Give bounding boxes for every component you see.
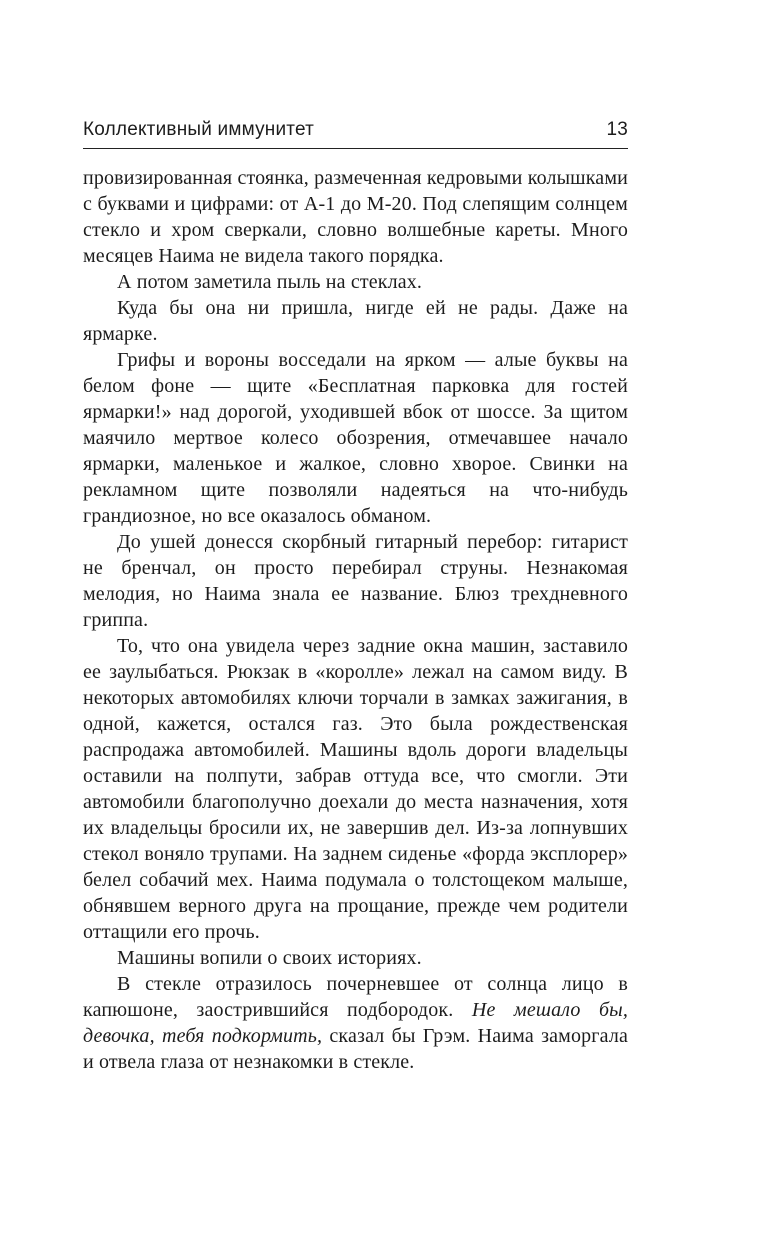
paragraph: А потом заметила пыль на стеклах. — [117, 271, 423, 293]
paragraph: До ушей донесся скорбный гитарный перебор: гитарист не бренчал, он просто перебирал струны. Незнакомая мелодия, но Наима знала ее название. Блюз трехдневного гриппа. — [83, 531, 628, 631]
running-title: Коллективный иммунитет — [83, 119, 315, 140]
paragraph — [83, 971, 628, 1075]
paragraph: провизированная стоянка, размеченная кедровыми колышками с буквами и цифрами: от А-1 до М-20. Под слепящим солнцем стекло и хром сверкали, словно волшебные кареты. Много месяцев Наима не видела такого порядка. — [83, 167, 628, 267]
body-text — [83, 165, 628, 1075]
running-header — [83, 116, 628, 149]
paragraph-text: сказал бы Грэм. Наима заморгала и отвела глаза от незнакомки в стекле. — [83, 1025, 628, 1073]
paragraph-text: В стекле отразилось почерневшее от солнца лицо в капюшоне, заострившийся подбородок. — [83, 973, 628, 1021]
paragraph: Грифы и вороны восседали на ярком — алые буквы на белом фоне — щите «Бесплатная парковка для гостей ярмарки!» над дорогой, уходившей вбок от шоссе. За щитом маячило мертвое колесо обозрения, отмечавшее начало ярмарки, маленькое и жалкое, словно хворое. Свинки на рекламном щите позволяли надеяться на что-нибудь грандиозное, но все оказалось обманом. — [83, 349, 628, 527]
paragraph: Куда бы она ни пришла, нигде ей не рады. Даже на ярмарке. — [83, 297, 628, 345]
page-number: 13 — [606, 119, 628, 140]
italic-quote: Не мешало бы, девочка, тебя подкормить, — [83, 999, 628, 1047]
paragraph: То, что она увидела через задние окна машин, заставило ее заулыбаться. Рюкзак в «королле» лежал на самом виду. В некоторых автомобилях ключи торчали в замках зажигания, в одной, кажется, остался газ. Это была рождественская распродажа автомобилей. Машины вдоль дороги владельцы оставили на полпути, забрав оттуда все, что смогли. Эти автомобили благополучно доехали до места назначения, хотя их владельцы бросили их, не завершив дел. Из-за лопнувших стекол воняло трупами. На заднем сиденье «форда эксплорер» белел собачий мех. Наима подумала о толстощеком малыше, обнявшем верного друга на прощание, прежде чем родители оттащили его прочь. — [83, 635, 628, 943]
paragraph: Машины вопили о своих историях. — [117, 947, 422, 969]
book-page — [83, 0, 628, 1241]
